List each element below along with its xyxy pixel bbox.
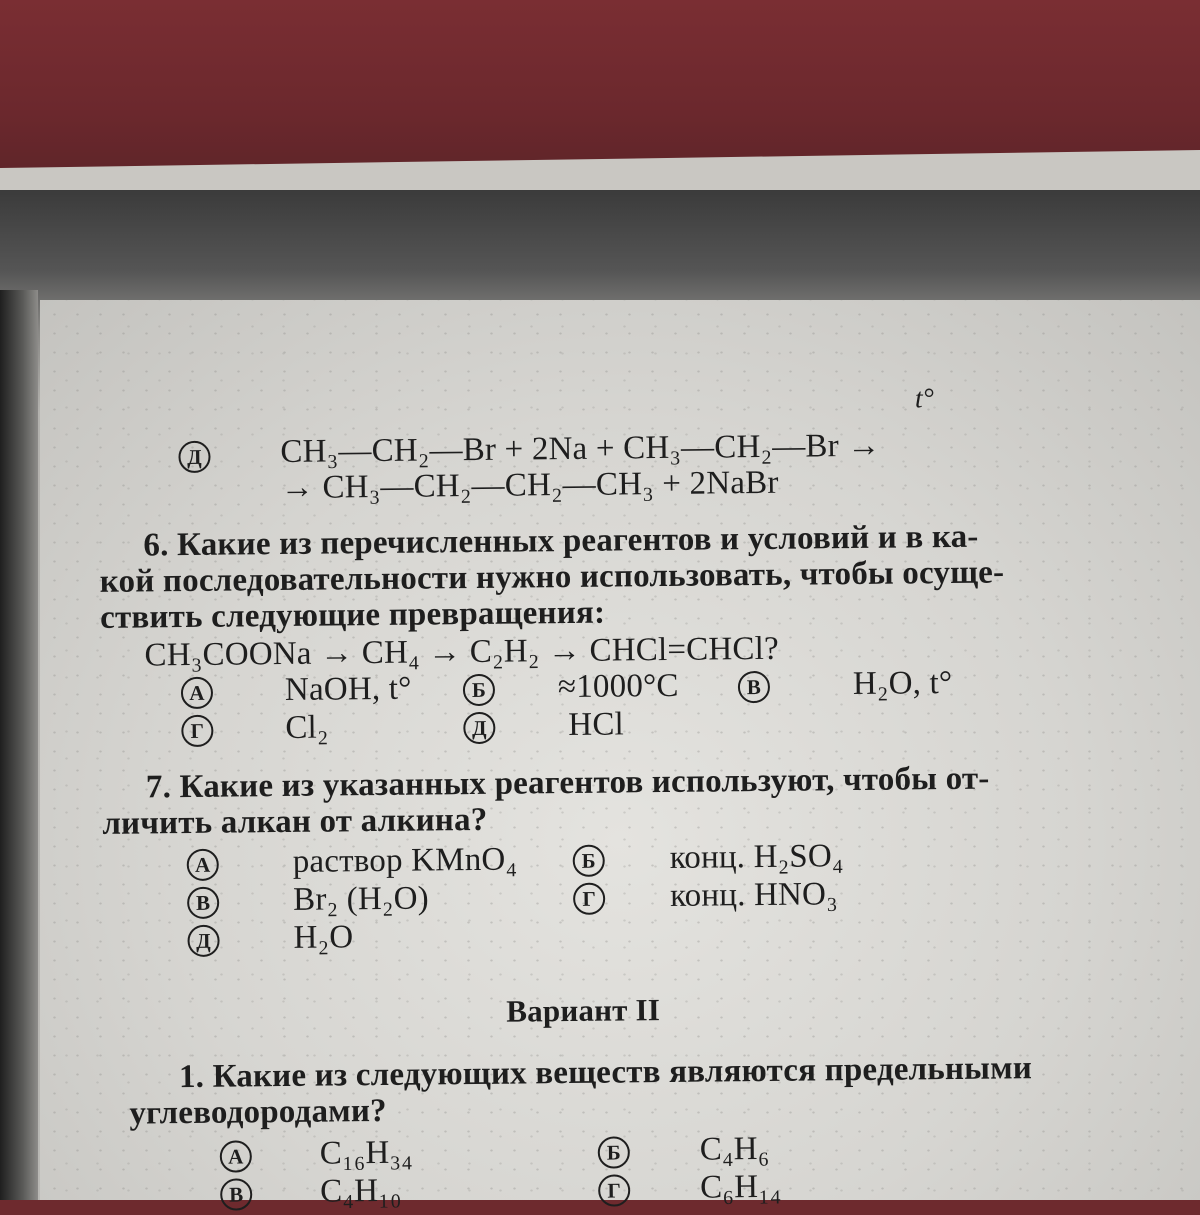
q6-option-e-text: HCl: [568, 706, 625, 744]
q6-line-1: 6. Какие из перечисленных реагентов и условий и в ка-: [143, 518, 979, 564]
reaction-line-1: CH₃—CH₂—Br + 2Na + CH₃—CH₂—Br →: [280, 427, 881, 471]
option-marker: Г: [181, 715, 213, 747]
option-marker: Д: [178, 441, 210, 473]
option-marker: Г: [573, 883, 605, 915]
q1-line-2: углеводородами?: [129, 1092, 387, 1132]
variant-title: Вариант II: [506, 992, 661, 1029]
q1-option-a-text: C₁₆H₃₄: [319, 1134, 414, 1172]
q1-line-1: 1. Какие из следующих веществ являются предельными: [178, 1050, 1033, 1096]
option-marker: Д: [187, 925, 219, 957]
q1-option-c-text: C₄H₁₀: [320, 1172, 402, 1210]
q6-option-c-text: H₂O, t°: [852, 664, 953, 703]
option-marker: Б: [573, 845, 605, 877]
q7-option-b-text: конц. H₂SO₄: [669, 838, 844, 876]
q7-option-a-text: раствор KMnO₄: [292, 841, 518, 880]
reaction-line-2: → CH₃—CH₂—CH₂—CH₃ + 2NaBr: [280, 464, 779, 507]
option-marker: В: [187, 887, 219, 919]
option-marker: Б: [463, 674, 495, 706]
q6-option-d: [181, 713, 213, 750]
option-marker: Д: [463, 712, 495, 744]
q6-option-b: [463, 672, 495, 709]
q7-option-c: [187, 885, 219, 922]
option-marker: А: [187, 849, 219, 881]
q6-option-d-text: Cl₂: [285, 709, 329, 746]
q7-option-c-text: Br₂ (H₂O): [292, 880, 430, 918]
page-left-shadow: [0, 290, 38, 1200]
q6-line-3: ствить следующие превращения:: [99, 594, 606, 636]
q6-option-e: [463, 710, 495, 747]
q6-option-c: [738, 669, 770, 706]
option-marker: Г: [598, 1174, 630, 1206]
q7-line-1: 7. Какие из указанных реагентов используют, чтобы от-: [145, 760, 990, 806]
q1-option-a: [220, 1138, 252, 1175]
q6-option-a: [181, 675, 213, 712]
q1-option-d-text: C₆H₁₄: [699, 1168, 782, 1206]
q1-option-c: [220, 1176, 252, 1213]
option-marker: А: [181, 677, 213, 709]
q6-option-a-text: NaOH, t°: [284, 670, 412, 708]
temperature-mark: t°: [914, 383, 935, 415]
option-marker: В: [220, 1178, 252, 1210]
q1-option-d: [598, 1172, 630, 1209]
option-marker: А: [220, 1140, 252, 1172]
option-marker: В: [738, 671, 770, 703]
q6-line-2: кой последовательности нужно использовать, чтобы осуще-: [99, 554, 1005, 600]
q1-option-b: [598, 1134, 630, 1171]
option-marker: Б: [598, 1136, 630, 1168]
q7-option-b: [573, 843, 605, 880]
q7-option-e-text: H₂O: [293, 919, 354, 956]
q1-option-b-text: C₄H₆: [699, 1130, 770, 1168]
q6-option-b-text: ≈1000°C: [557, 667, 679, 706]
q7-line-2: личить алкан от алкина?: [102, 801, 488, 842]
q7-option-e: [187, 923, 219, 960]
q7-option-d-text: конц. HNO₃: [669, 876, 838, 914]
reaction-option: [178, 439, 210, 476]
q7-option-d: [573, 881, 605, 918]
q6-scheme: CH₃COONa → CH₄ → C₂H₂ → CHCl=CHCl?: [144, 630, 780, 674]
q7-option-a: [187, 847, 219, 884]
